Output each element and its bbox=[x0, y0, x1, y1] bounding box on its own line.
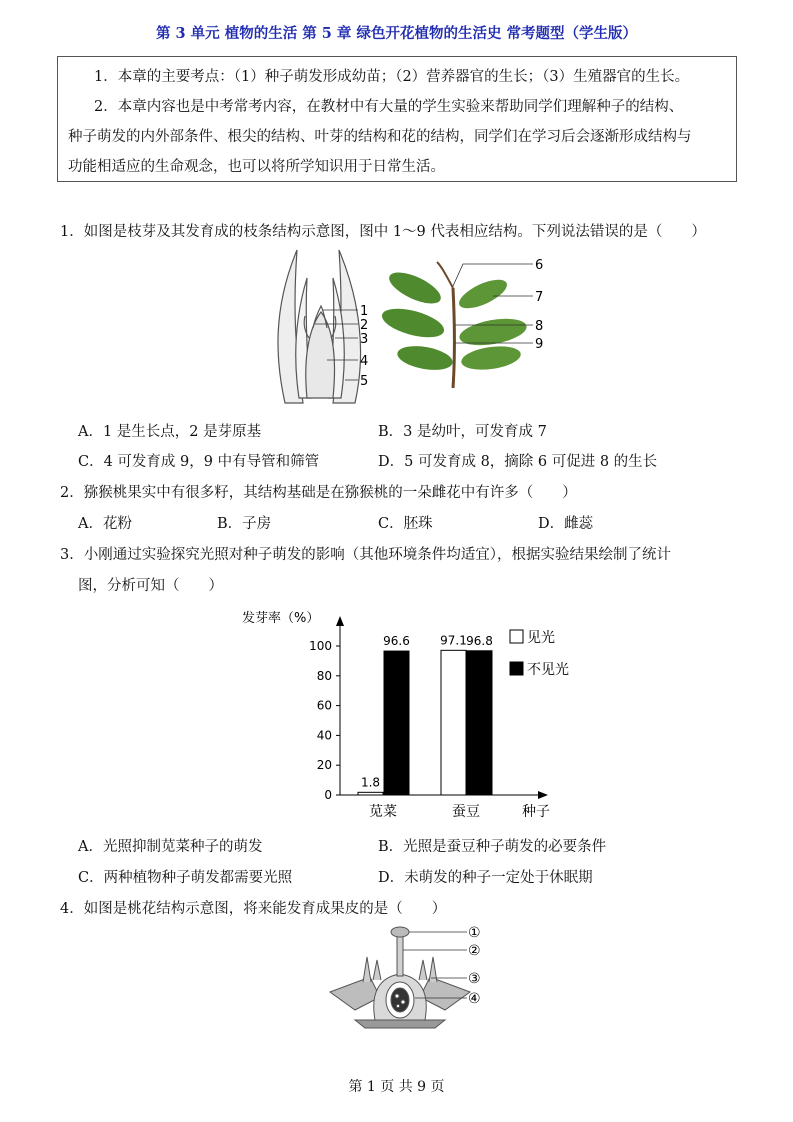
q2-option-a[interactable]: A．花粉 bbox=[78, 516, 132, 532]
data-label: 1.8 bbox=[360, 775, 381, 790]
legend-swatch-见光 bbox=[510, 630, 523, 643]
y-axis-title: 发芽率（%） bbox=[242, 611, 320, 626]
q3-chart bbox=[240, 602, 620, 824]
y-tick-label: 80 bbox=[316, 668, 332, 683]
y-tick-label: 40 bbox=[316, 728, 332, 743]
y-tick-label: 20 bbox=[316, 758, 332, 773]
x-axis-title: 种子 bbox=[522, 804, 550, 820]
intro-line-4: 功能相适应的生命观念，也可以将所学知识用于日常生活。 bbox=[68, 159, 445, 175]
flower-label-1: ① bbox=[468, 925, 481, 941]
legend-label: 见光 bbox=[527, 630, 555, 646]
q1-option-d[interactable]: D．5 可发育成 8，摘除 6 可促进 8 的生长 bbox=[378, 454, 658, 470]
q3-option-d[interactable]: D．未萌发的种子一定处于休眠期 bbox=[378, 870, 593, 886]
q3-option-c[interactable]: C．两种植物种子萌发都需要光照 bbox=[78, 870, 293, 886]
branch-label-9: 9 bbox=[535, 337, 544, 352]
bud-label-2: 2 bbox=[360, 318, 369, 333]
branch-label-6: 6 bbox=[535, 258, 544, 273]
q3-stem-line-2: 图，分析可知（ ） bbox=[78, 578, 223, 594]
page-footer: 第 1 页 共 9 页 bbox=[348, 1079, 445, 1095]
y-tick-label: 100 bbox=[309, 639, 332, 653]
bud-label-5: 5 bbox=[360, 374, 369, 389]
q2-option-c[interactable]: C．胚珠 bbox=[378, 516, 433, 532]
q4-stem: 4．如图是桃花结构示意图，将来能发育成果皮的是（ ） bbox=[60, 901, 447, 917]
data-label: 96.6 bbox=[383, 634, 410, 649]
bud-label-4: 4 bbox=[360, 354, 369, 369]
bar-见光-蚕豆 bbox=[441, 650, 466, 795]
intro-line-2: 2．本章内容也是中考常考内容，在教材中有大量的学生实验来帮助同学们理解种子的结构、 bbox=[94, 99, 684, 115]
intro-box bbox=[57, 56, 737, 182]
legend-label: 不见光 bbox=[527, 662, 569, 678]
data-label: 96.8 bbox=[466, 633, 493, 648]
legend-swatch-不见光 bbox=[510, 662, 523, 675]
q1-option-c[interactable]: C．4 可发育成 9，9 中有导管和筛管 bbox=[78, 454, 320, 470]
q2-option-d[interactable]: D．雌蕊 bbox=[538, 516, 594, 532]
bar-不见光-苋菜 bbox=[384, 651, 409, 795]
data-label: 97.1 bbox=[440, 633, 467, 648]
intro-line-3: 种子萌发的内外部条件、根尖的结构、叶芽的结构和花的结构，同学们在学习后会逐渐形成结构与 bbox=[68, 129, 692, 145]
q1-stem: 1．如图是枝芽及其发育成的枝条结构示意图，图中 1～9 代表相应结构。下列说法错误的是（ ） bbox=[60, 224, 706, 240]
branch-label-8: 8 bbox=[535, 319, 544, 334]
flower-label-3: ③ bbox=[468, 971, 481, 987]
flower-label-2: ② bbox=[468, 943, 481, 959]
y-tick-label: 60 bbox=[316, 698, 332, 713]
category-label: 蚕豆 bbox=[452, 804, 480, 820]
q1-option-a[interactable]: A．1 是生长点，2 是芽原基 bbox=[78, 424, 262, 440]
q4-flower-figure bbox=[325, 922, 495, 1034]
bud-label-3: 3 bbox=[360, 332, 369, 347]
branch-label-7: 7 bbox=[535, 290, 544, 305]
intro-line-1: 1．本章的主要考点：（1）种子萌发形成幼苗；（2）营养器官的生长；（3）生殖器官的生长。 bbox=[94, 69, 690, 85]
x-axis-arrow bbox=[538, 791, 548, 799]
bar-不见光-蚕豆 bbox=[467, 651, 492, 795]
page-header: 第 3 单元 植物的生活 第 5 章 绿色开花植物的生活史 常考题型（学生版） bbox=[155, 25, 638, 42]
flower-diagram bbox=[330, 927, 470, 1028]
bar-见光-苋菜 bbox=[358, 792, 383, 795]
category-label: 苋菜 bbox=[369, 804, 397, 820]
y-tick-label: 0 bbox=[324, 788, 332, 802]
y-axis-arrow bbox=[336, 616, 344, 626]
bud-label-1: 1 bbox=[360, 304, 369, 319]
q3-stem-line-1: 3．小刚通过实验探究光照对种子萌发的影响（其他环境条件均适宜），根据实验结果绘制了统计 bbox=[60, 547, 671, 563]
flower-label-4: ④ bbox=[468, 991, 481, 1007]
q1-option-b[interactable]: B．3 是幼叶，可发育成 7 bbox=[378, 424, 547, 440]
q3-option-b[interactable]: B．光照是蚕豆种子萌发的必要条件 bbox=[378, 839, 607, 855]
q1-figure bbox=[265, 248, 565, 410]
q3-option-a[interactable]: A．光照抑制苋菜种子的萌发 bbox=[78, 839, 263, 855]
q2-option-b[interactable]: B．子房 bbox=[217, 516, 272, 532]
q2-stem: 2．猕猴桃果实中有很多籽，其结构基础是在猕猴桃的一朵雌花中有许多（ ） bbox=[60, 485, 577, 501]
